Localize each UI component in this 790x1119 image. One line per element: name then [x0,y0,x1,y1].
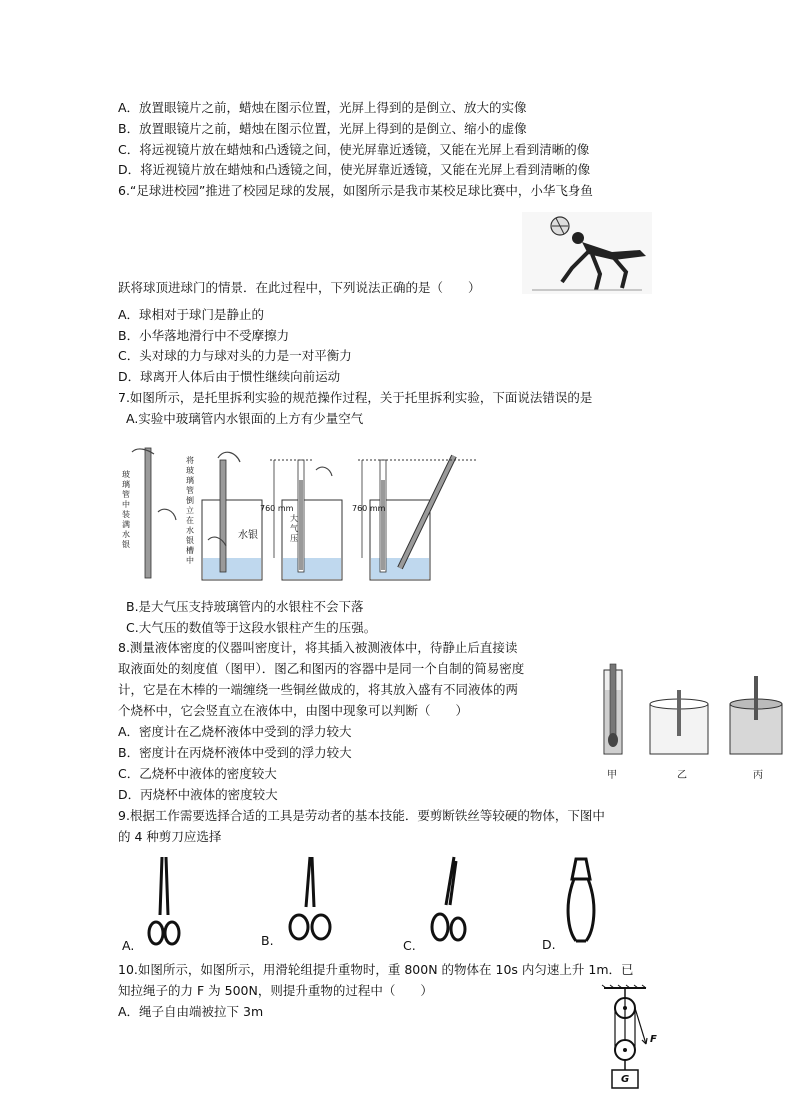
q8-option-c: C．乙烧杯中液体的密度较大 [118,766,277,781]
weight-label: G [621,1074,630,1085]
q5-option-a: A．放置眼镜片之前，蜡烛在图示位置，光屏上得到的是倒立、放大的实像 [118,100,527,115]
scissors-c-icon [426,855,470,947]
soccer-diving-header-figure [522,212,652,294]
scissors-d-pliers-icon [562,855,604,947]
stick-yi [677,690,681,736]
fig-label-height1: 760 mm [260,504,294,513]
force-label: F [650,1034,657,1045]
hand-icon [132,449,176,520]
fig-label-atm: 大气压 [290,514,298,543]
q8-option-a: A．密度计在乙烧杯液体中受到的浮力较大 [118,724,352,739]
q6-option-c: C．头对球的力与球对头的力是一对平衡力 [118,348,352,363]
q8-line1: 8.测量液体密度的仪器叫密度计，将其插入被测液体中，待静止后直接读 [118,640,518,655]
fig-label-mercury: 水银 [238,530,258,541]
q5-option-d: D．将近视镜片放在蜡烛和凸透镜之间，使光屏靠近透镜，又能在光屏上看到清晰的像 [118,162,591,177]
q9-line2: 的 4 种剪刀应选择 [118,829,222,844]
glass-tube-filled [145,448,151,578]
q10-line1: 10.如图所示，如图所示，用滑轮组提升重物时，重 800N 的物体在 10s 内匀速上升 1m．已 [118,962,634,977]
q9-choice-c: C. [403,938,416,953]
q7-option-b: B.是大气压支持玻璃管内的水银柱不会下落 [126,599,364,614]
q8-option-b: B．密度计在丙烧杯液体中受到的浮力较大 [118,745,352,760]
q8-line3: 计，它是在木棒的一端缠绕一些铜丝做成的，将其放入盛有不同液体的两 [118,682,519,697]
scissors-a-icon [144,855,184,947]
stick-bing [754,676,758,720]
fig-label-height2: 760 mm [352,504,386,513]
q8-line4: 个烧杯中，它会竖直立在液体中，由图中现象可以判断（ ） [118,703,469,718]
hydrometer [610,664,616,744]
q10-option-a: A．绳子自由端被拉下 3m [118,1004,264,1019]
fig-label-step1: 玻璃管中装满水银 [122,470,130,549]
q6-stem-line2: 跃将球顶进球门的情景．在此过程中，下列说法正确的是（ ） [118,280,481,295]
q6-option-a: A．球相对于球门是静止的 [118,307,265,322]
q8-option-d: D．丙烧杯中液体的密度较大 [118,787,278,802]
fig-label-step2: 将玻璃管倒立在水银槽中 [186,456,194,565]
fig-label-bing: 丙 [753,770,763,781]
q7-option-a: A.实验中玻璃管内水银面的上方有少量空气 [126,411,364,426]
scissors-b-icon [288,855,332,947]
q8-line2: 取液面处的刻度值（图甲）．图乙和图丙的容器中是同一个自制的简易密度 [118,661,525,676]
q7-stem: 7.如图所示，是托里拆利实验的规范操作过程，关于托里拆利实验，下面说法错误的是 [118,390,593,405]
q9-choice-b: B. [261,933,274,948]
q5-option-b: B．放置眼镜片之前，蜡烛在图示位置，光屏上得到的是倒立、缩小的虚像 [118,121,527,136]
hydrometer-figure [590,660,785,760]
q6-stem-line1: 6.“足球进校园”推进了校园足球的发展，如图所示是我市某校足球比赛中，小华飞身鱼 [118,183,593,198]
q9-choice-a: A. [122,938,135,953]
q7-option-c: C.大气压的数值等于这段水银柱产生的压强。 [126,620,377,635]
q6-option-b: B．小华落地滑行中不受摩擦力 [118,328,290,343]
fig-label-jia: 甲 [607,770,617,781]
fig-label-yi: 乙 [677,770,687,781]
q10-line2: 知拉绳子的力 F 为 500N，则提升重物的过程中（ ） [118,983,433,998]
q9-line1: 9.根据工作需要选择合适的工具是劳动者的基本技能．要剪断铁丝等较硬的物体，下图中 [118,808,605,823]
q6-option-d: D．球离开人体后由于惯性继续向前运动 [118,369,341,384]
q5-option-c: C．将远视镜片放在蜡烛和凸透镜之间，使光屏靠近透镜，又能在光屏上看到清晰的像 [118,142,590,157]
q9-choice-d: D. [542,937,556,952]
